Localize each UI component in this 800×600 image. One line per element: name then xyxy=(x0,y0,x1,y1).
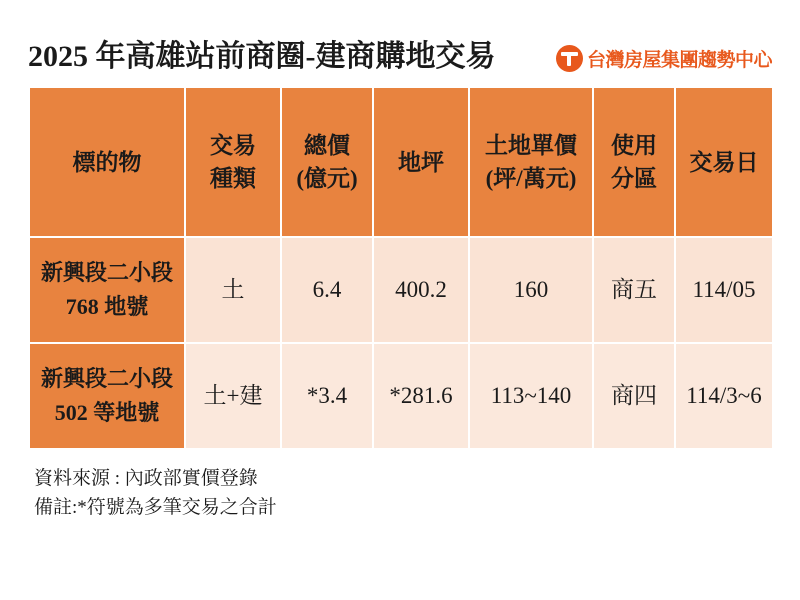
cell-deal-type: 土+建 xyxy=(185,343,281,449)
cell-zoning: 商四 xyxy=(593,343,675,449)
column-header-land-area: 地坪 xyxy=(373,87,469,237)
cell-deal-date: 114/3~6 xyxy=(675,343,773,449)
header xyxy=(28,30,772,74)
row-label: 新興段二小段 768 地號 xyxy=(29,237,185,343)
table-header-row xyxy=(29,87,773,237)
footnote-source: 資料來源 : 內政部實價登錄 xyxy=(34,468,258,489)
column-header-subject: 標的物 xyxy=(29,87,185,237)
transactions-table xyxy=(28,86,774,450)
row-label: 新興段二小段 502 等地號 xyxy=(29,343,185,449)
cell-deal-date: 114/05 xyxy=(675,237,773,343)
cell-total-price: 6.4 xyxy=(281,237,373,343)
cell-unit-price: 113~140 xyxy=(469,343,593,449)
cell-unit-price: 160 xyxy=(469,237,593,343)
column-header-zoning: 使用 分區 xyxy=(593,87,675,237)
footnote-remark: 備註:*符號為多筆交易之合計 xyxy=(34,497,277,518)
column-header-deal-type: 交易 種類 xyxy=(185,87,281,237)
brand-logo xyxy=(556,45,772,74)
cell-total-price: *3.4 xyxy=(281,343,373,449)
circle-t-logo-icon xyxy=(556,45,583,72)
column-header-deal-date: 交易日 xyxy=(675,87,773,237)
cell-land-area: 400.2 xyxy=(373,237,469,343)
cell-land-area: *281.6 xyxy=(373,343,469,449)
footnotes xyxy=(28,464,772,522)
brand-name: 台灣房屋集團趨勢中心 xyxy=(586,50,772,71)
column-header-total-price: 總價 (億元) xyxy=(281,87,373,237)
table-row xyxy=(29,343,773,449)
cell-zoning: 商五 xyxy=(593,237,675,343)
column-header-unit-price: 土地單價 (坪/萬元) xyxy=(469,87,593,237)
table-row xyxy=(29,237,773,343)
cell-deal-type: 土 xyxy=(185,237,281,343)
table-body xyxy=(29,237,773,449)
table-header xyxy=(29,87,773,237)
page-title: 2025 年高雄站前商圈-建商購地交易 xyxy=(28,40,496,73)
